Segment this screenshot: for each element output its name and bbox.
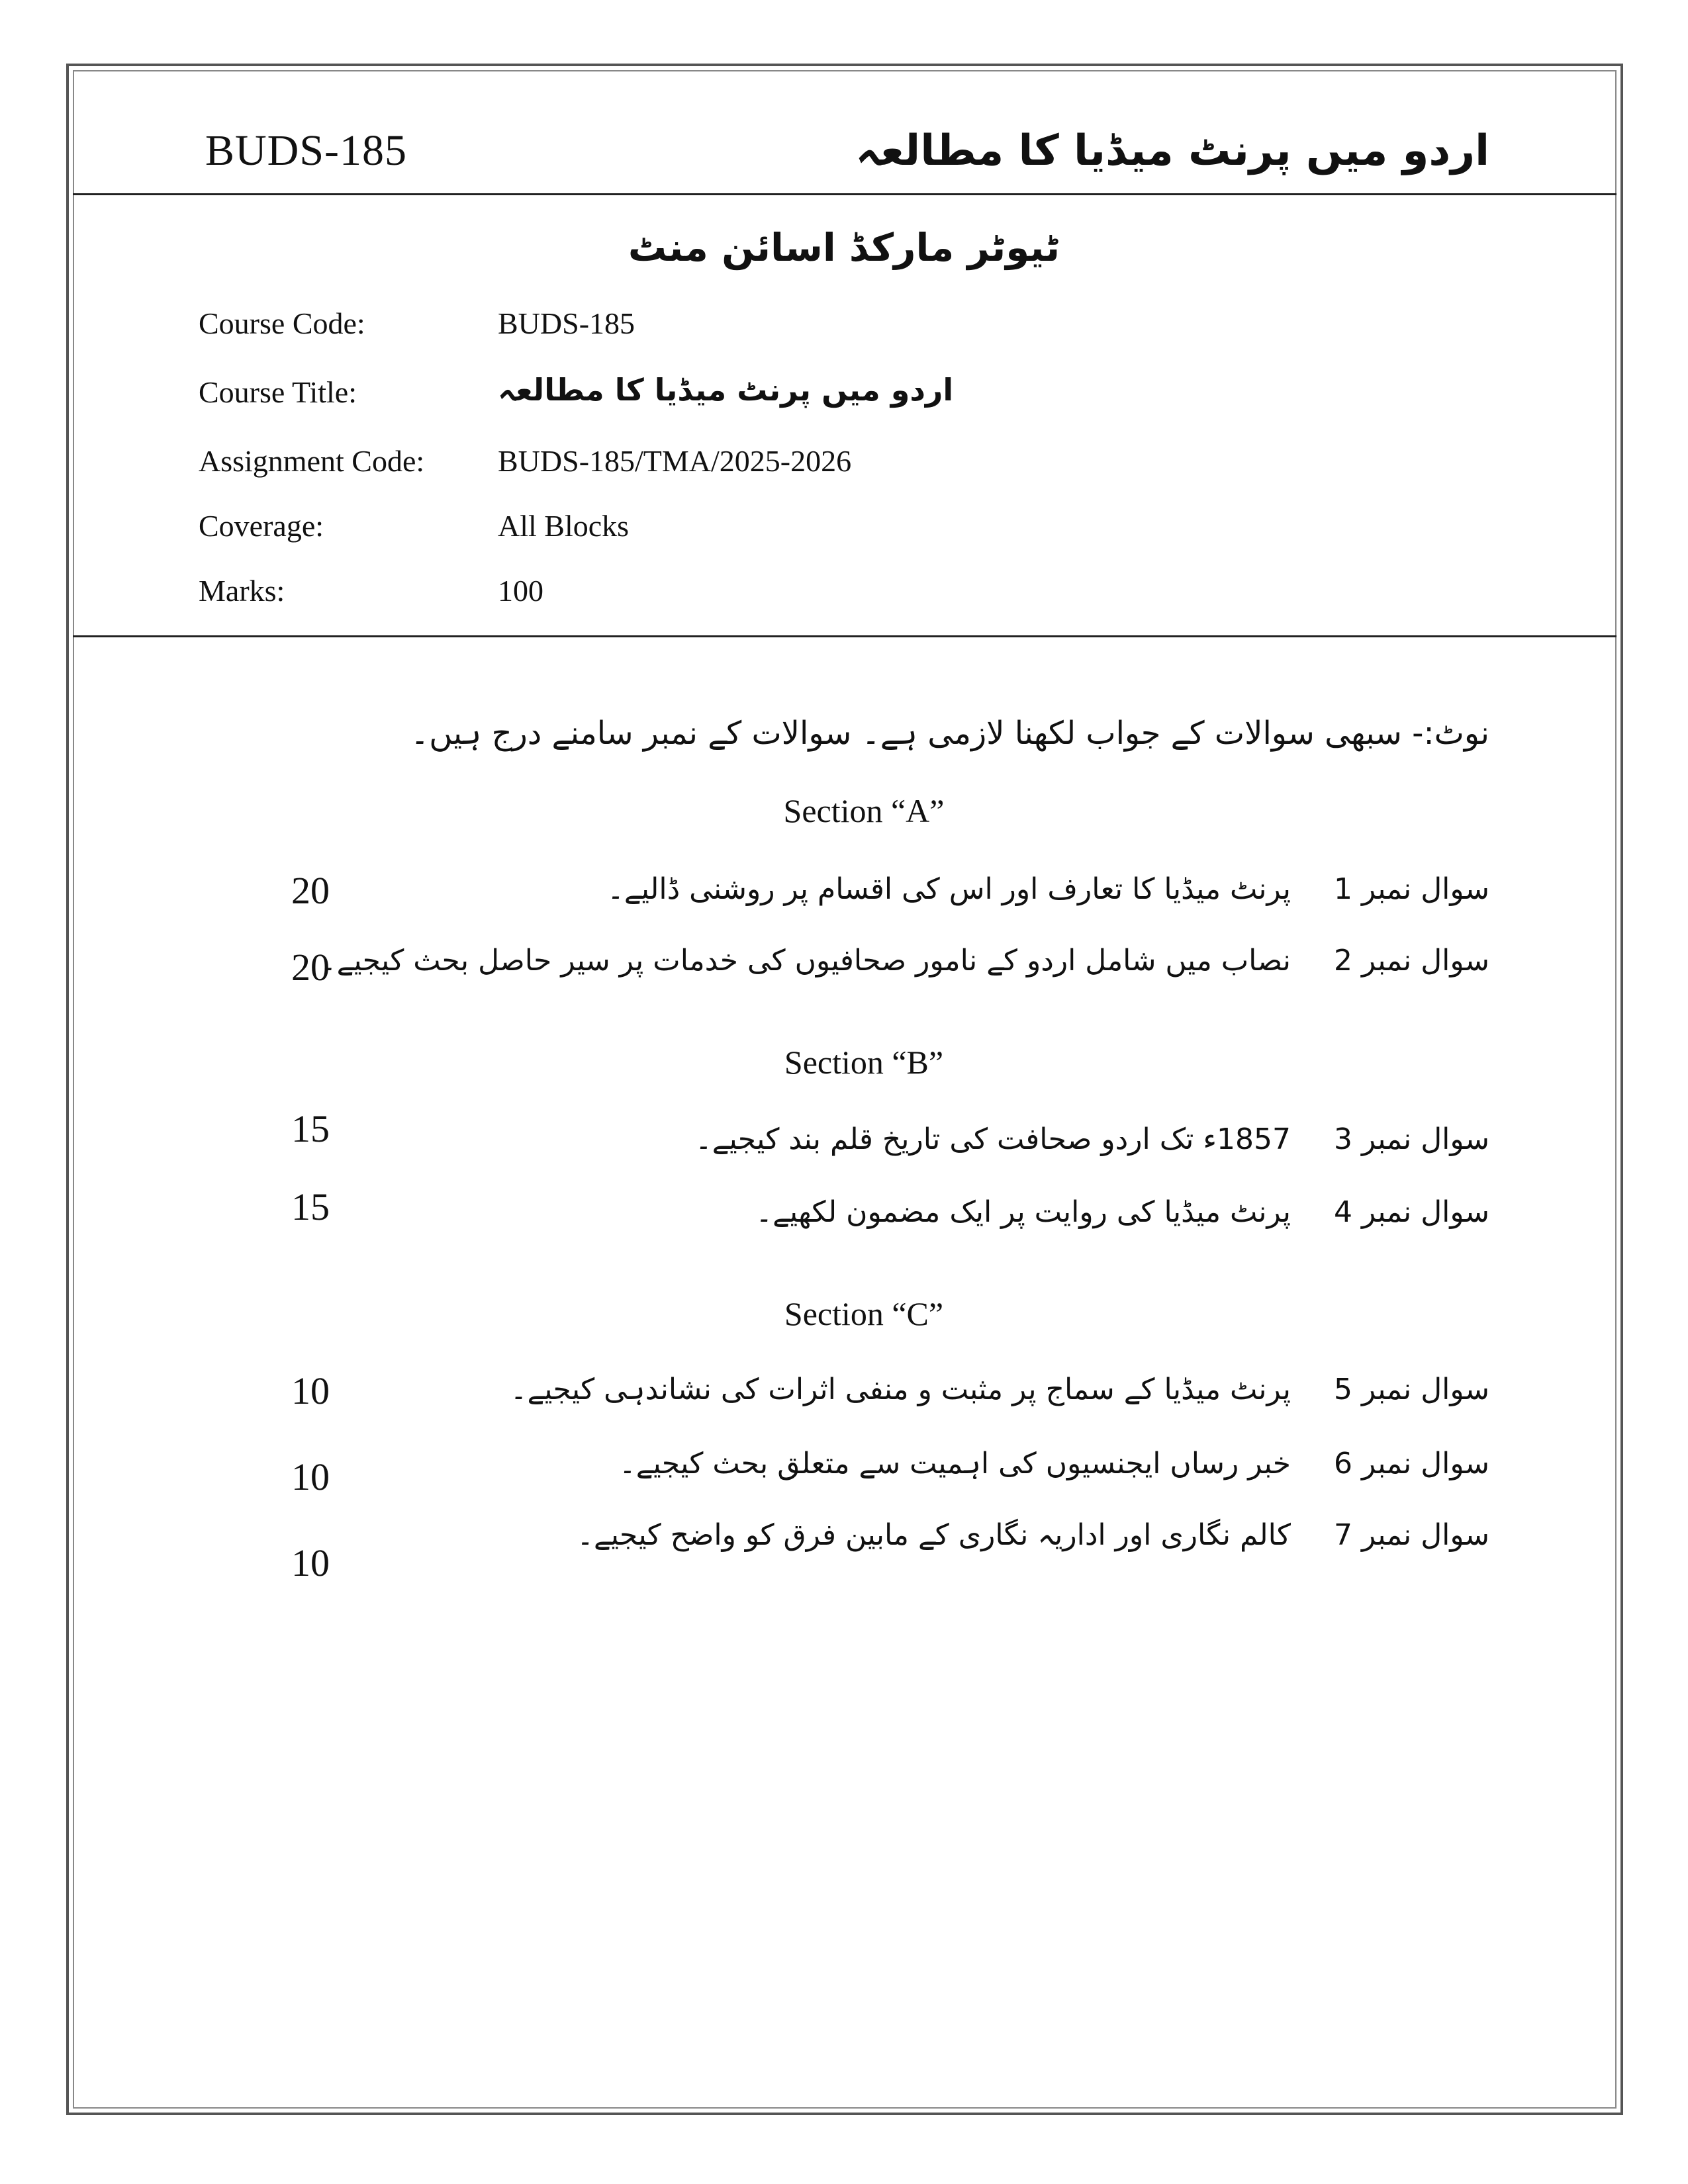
question-number: سوال نمبر 7: [1333, 1518, 1489, 1552]
question-number: سوال نمبر 6: [1333, 1447, 1489, 1480]
question-text: نصاب میں شامل اردو کے نامور صحافیوں کی خدمات پر سیر حاصل بحث کیجیے۔: [319, 944, 1291, 978]
question-text: خبر رساں ایجنسیوں کی اہمیت سے متعلق بحث کیجیے۔: [618, 1447, 1291, 1480]
question-marks: 15: [291, 1107, 330, 1150]
info-label-assignment-code: Assignment Code:: [199, 444, 425, 478]
info-label-course-code: Course Code:: [199, 306, 365, 340]
info-divider: [73, 635, 1617, 637]
info-value-marks: 100: [498, 574, 543, 608]
question-number: سوال نمبر 3: [1333, 1122, 1489, 1156]
question-text: کالم نگاری اور اداریہ نگاری کے مابین فرق کو واضح کیجیے۔: [577, 1518, 1291, 1552]
question-number: سوال نمبر 1: [1333, 872, 1489, 906]
question-text: پرنٹ میڈیا کا تعارف اور اس کی اقسام پر روشنی ڈالیے۔: [607, 872, 1291, 906]
page-border: [66, 64, 1623, 2115]
section-heading-a: Section “A”: [783, 792, 945, 829]
header-course-title: اردو میں پرنٹ میڈیا کا مطالعہ: [855, 126, 1489, 175]
info-label-coverage: Coverage:: [199, 509, 324, 543]
info-value-coverage: All Blocks: [498, 509, 630, 543]
question-marks: 20: [291, 946, 330, 989]
question-text: پرنٹ میڈیا کے سماج پر مثبت و منفی اثرات کی نشاندہی کیجیے۔: [510, 1373, 1291, 1406]
header-divider: [73, 193, 1617, 195]
question-number: سوال نمبر 2: [1333, 944, 1489, 978]
info-value-course-code: BUDS-185: [498, 306, 635, 340]
section-heading-b: Section “B”: [784, 1044, 944, 1081]
question-marks: 10: [291, 1455, 330, 1498]
question-marks: 20: [291, 869, 330, 912]
info-value-course-title: اردو میں پرنٹ میڈیا کا مطالعہ: [498, 372, 954, 408]
header-course-code: BUDS-185: [205, 126, 408, 175]
section-heading-c: Section “C”: [784, 1295, 944, 1332]
question-number: سوال نمبر 4: [1333, 1195, 1489, 1229]
question-text: 1857ء تک اردو صحافت کی تاریخ قلم بند کیجیے۔: [694, 1122, 1291, 1156]
assignment-subtitle: ٹیوٹر مارکڈ اسائن منٹ: [628, 225, 1060, 270]
info-value-assignment-code: BUDS-185/TMA/2025-2026: [498, 444, 852, 478]
info-label-marks: Marks:: [199, 574, 285, 608]
question-number: سوال نمبر 5: [1333, 1373, 1489, 1406]
question-marks: 10: [291, 1369, 330, 1412]
info-label-course-title: Course Title:: [199, 375, 357, 409]
question-text: پرنٹ میڈیا کی روایت پر ایک مضمون لکھیے۔: [755, 1195, 1291, 1229]
instructions-note: نوٹ:- سبھی سوالات کے جواب لکھنا لازمی ہے۔ سوالات کے نمبر سامنے درج ہیں۔: [410, 715, 1489, 752]
question-marks: 15: [291, 1185, 330, 1228]
question-marks: 10: [291, 1541, 330, 1584]
